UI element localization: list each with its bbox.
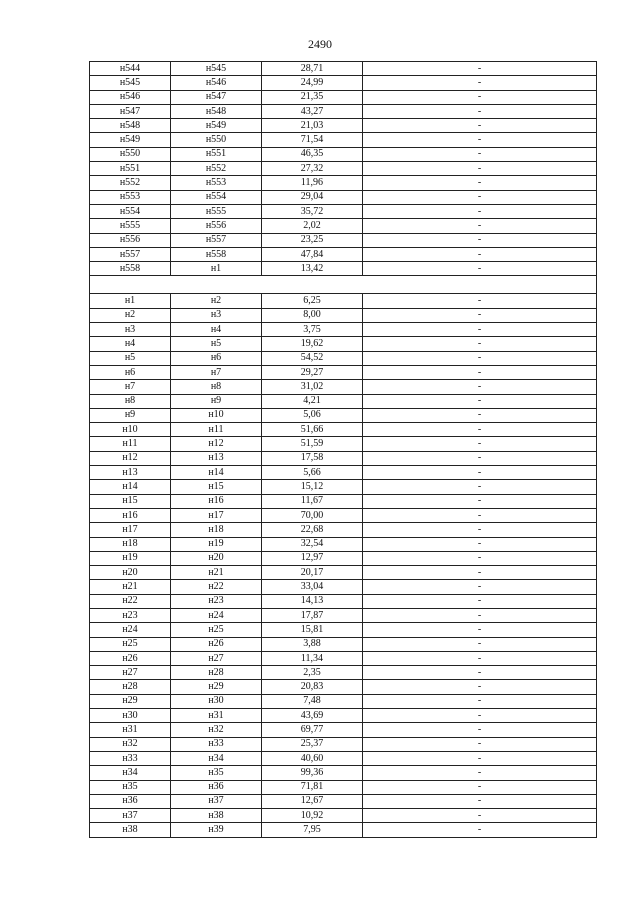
point-from-cell: н38 [90, 823, 171, 837]
point-to-cell: н4 [171, 323, 262, 337]
table-body [90, 62, 597, 838]
point-from-cell: н16 [90, 508, 171, 522]
note-cell: - [363, 651, 597, 665]
point-from-cell: н5 [90, 351, 171, 365]
point-from-cell: н10 [90, 423, 171, 437]
note-cell: - [363, 523, 597, 537]
length-cell: 32,54 [262, 537, 363, 551]
point-from-cell: н13 [90, 466, 171, 480]
point-to-cell: н9 [171, 394, 262, 408]
table-row [90, 494, 597, 508]
note-cell: - [363, 262, 597, 276]
point-to-cell: н15 [171, 480, 262, 494]
point-from-cell: н26 [90, 651, 171, 665]
point-to-cell: н20 [171, 551, 262, 565]
note-cell: - [363, 204, 597, 218]
point-to-cell: н28 [171, 666, 262, 680]
point-from-cell: н3 [90, 323, 171, 337]
point-to-cell: н1 [171, 262, 262, 276]
point-to-cell: н22 [171, 580, 262, 594]
point-to-cell: н31 [171, 709, 262, 723]
point-to-cell: н545 [171, 62, 262, 76]
note-cell: - [363, 294, 597, 308]
length-cell: 35,72 [262, 204, 363, 218]
note-cell: - [363, 737, 597, 751]
point-from-cell: н34 [90, 766, 171, 780]
point-from-cell: н1 [90, 294, 171, 308]
point-from-cell: н9 [90, 408, 171, 422]
point-to-cell: н548 [171, 104, 262, 118]
length-cell: 2,02 [262, 219, 363, 233]
length-cell: 19,62 [262, 337, 363, 351]
point-to-cell: н7 [171, 365, 262, 379]
point-from-cell: н30 [90, 709, 171, 723]
note-cell: - [363, 62, 597, 76]
length-cell: 3,75 [262, 323, 363, 337]
note-cell: - [363, 666, 597, 680]
length-cell: 14,13 [262, 594, 363, 608]
note-cell: - [363, 466, 597, 480]
point-from-cell: н2 [90, 308, 171, 322]
table-row [90, 394, 597, 408]
point-from-cell: н22 [90, 594, 171, 608]
point-to-cell: н554 [171, 190, 262, 204]
note-cell: - [363, 247, 597, 261]
note-cell: - [363, 76, 597, 90]
note-cell: - [363, 723, 597, 737]
length-cell: 21,03 [262, 119, 363, 133]
table-row [90, 162, 597, 176]
table-row [90, 580, 597, 594]
length-cell: 20,17 [262, 566, 363, 580]
point-from-cell: н548 [90, 119, 171, 133]
note-cell: - [363, 537, 597, 551]
length-cell: 99,36 [262, 766, 363, 780]
length-cell: 6,25 [262, 294, 363, 308]
point-to-cell: н550 [171, 133, 262, 147]
point-from-cell: н33 [90, 751, 171, 765]
point-from-cell: н17 [90, 523, 171, 537]
note-cell: - [363, 176, 597, 190]
point-to-cell: н555 [171, 204, 262, 218]
table-row [90, 680, 597, 694]
page-number: 2490 [308, 37, 332, 51]
table-row [90, 694, 597, 708]
note-cell: - [363, 365, 597, 379]
length-cell: 17,58 [262, 451, 363, 465]
length-cell: 4,21 [262, 394, 363, 408]
table-row [90, 294, 597, 308]
note-cell: - [363, 90, 597, 104]
point-to-cell: н33 [171, 737, 262, 751]
table-row [90, 651, 597, 665]
point-to-cell: н552 [171, 162, 262, 176]
length-cell: 11,34 [262, 651, 363, 665]
point-from-cell: н558 [90, 262, 171, 276]
table-row [90, 766, 597, 780]
note-cell: - [363, 133, 597, 147]
point-to-cell: н551 [171, 147, 262, 161]
length-cell: 23,25 [262, 233, 363, 247]
table-row [90, 551, 597, 565]
table-row [90, 247, 597, 261]
point-from-cell: н20 [90, 566, 171, 580]
table-row [90, 566, 597, 580]
point-to-cell: н557 [171, 233, 262, 247]
point-from-cell: н545 [90, 76, 171, 90]
point-to-cell: н6 [171, 351, 262, 365]
length-cell: 47,84 [262, 247, 363, 261]
length-cell: 3,88 [262, 637, 363, 651]
point-from-cell: н12 [90, 451, 171, 465]
length-cell: 46,35 [262, 147, 363, 161]
note-cell: - [363, 780, 597, 794]
point-from-cell: н28 [90, 680, 171, 694]
length-cell: 27,32 [262, 162, 363, 176]
point-to-cell: н546 [171, 76, 262, 90]
note-cell: - [363, 623, 597, 637]
point-to-cell: н35 [171, 766, 262, 780]
point-to-cell: н34 [171, 751, 262, 765]
table-row [90, 351, 597, 365]
length-cell: 17,87 [262, 608, 363, 622]
table-row [90, 219, 597, 233]
point-from-cell: н31 [90, 723, 171, 737]
length-cell: 71,54 [262, 133, 363, 147]
point-from-cell: н25 [90, 637, 171, 651]
point-from-cell: н550 [90, 147, 171, 161]
point-to-cell: н547 [171, 90, 262, 104]
point-to-cell: н17 [171, 508, 262, 522]
table-row [90, 794, 597, 808]
point-from-cell: н7 [90, 380, 171, 394]
table-row [90, 480, 597, 494]
table-row [90, 466, 597, 480]
table-row [90, 437, 597, 451]
note-cell: - [363, 423, 597, 437]
point-to-cell: н24 [171, 608, 262, 622]
length-cell: 12,97 [262, 551, 363, 565]
point-from-cell: н15 [90, 494, 171, 508]
point-to-cell: н26 [171, 637, 262, 651]
note-cell: - [363, 337, 597, 351]
length-cell: 11,67 [262, 494, 363, 508]
point-from-cell: н8 [90, 394, 171, 408]
table-row [90, 176, 597, 190]
point-from-cell: н553 [90, 190, 171, 204]
length-cell: 7,48 [262, 694, 363, 708]
note-cell: - [363, 594, 597, 608]
point-to-cell: н23 [171, 594, 262, 608]
table-row [90, 147, 597, 161]
table-row [90, 119, 597, 133]
point-from-cell: н36 [90, 794, 171, 808]
note-cell: - [363, 766, 597, 780]
point-from-cell: н557 [90, 247, 171, 261]
note-cell: - [363, 162, 597, 176]
point-from-cell: н555 [90, 219, 171, 233]
point-to-cell: н3 [171, 308, 262, 322]
point-from-cell: н4 [90, 337, 171, 351]
point-to-cell: н13 [171, 451, 262, 465]
note-cell: - [363, 508, 597, 522]
point-from-cell: н37 [90, 809, 171, 823]
table-row [90, 323, 597, 337]
length-cell: 24,99 [262, 76, 363, 90]
note-cell: - [363, 823, 597, 837]
point-to-cell: н558 [171, 247, 262, 261]
point-from-cell: н551 [90, 162, 171, 176]
point-to-cell: н8 [171, 380, 262, 394]
length-cell: 2,35 [262, 666, 363, 680]
point-to-cell: н39 [171, 823, 262, 837]
point-from-cell: н556 [90, 233, 171, 247]
length-cell: 10,92 [262, 809, 363, 823]
note-cell: - [363, 408, 597, 422]
point-to-cell: н12 [171, 437, 262, 451]
point-to-cell: н10 [171, 408, 262, 422]
length-cell: 69,77 [262, 723, 363, 737]
table-row [90, 709, 597, 723]
point-to-cell: н14 [171, 466, 262, 480]
point-from-cell: н547 [90, 104, 171, 118]
length-cell: 29,04 [262, 190, 363, 204]
table-row [90, 823, 597, 837]
boundary-points-table [89, 61, 597, 838]
point-to-cell: н2 [171, 294, 262, 308]
note-cell: - [363, 190, 597, 204]
note-cell: - [363, 480, 597, 494]
table-row [90, 380, 597, 394]
note-cell: - [363, 380, 597, 394]
note-cell: - [363, 308, 597, 322]
point-to-cell: н18 [171, 523, 262, 537]
table-row [90, 90, 597, 104]
table-row [90, 233, 597, 247]
table-row [90, 337, 597, 351]
table-row [90, 723, 597, 737]
note-cell: - [363, 451, 597, 465]
table-row [90, 190, 597, 204]
length-cell: 70,00 [262, 508, 363, 522]
note-cell: - [363, 580, 597, 594]
table-row [90, 451, 597, 465]
note-cell: - [363, 233, 597, 247]
note-cell: - [363, 694, 597, 708]
table-row [90, 204, 597, 218]
table-row [90, 751, 597, 765]
note-cell: - [363, 794, 597, 808]
note-cell: - [363, 751, 597, 765]
point-from-cell: н11 [90, 437, 171, 451]
point-to-cell: н30 [171, 694, 262, 708]
length-cell: 29,27 [262, 365, 363, 379]
point-from-cell: н18 [90, 537, 171, 551]
point-from-cell: н27 [90, 666, 171, 680]
note-cell: - [363, 709, 597, 723]
length-cell: 8,00 [262, 308, 363, 322]
table-row [90, 262, 597, 276]
note-cell: - [363, 494, 597, 508]
point-from-cell: н24 [90, 623, 171, 637]
table-row [90, 523, 597, 537]
note-cell: - [363, 147, 597, 161]
point-to-cell: н27 [171, 651, 262, 665]
note-cell: - [363, 323, 597, 337]
length-cell: 15,12 [262, 480, 363, 494]
length-cell: 21,35 [262, 90, 363, 104]
note-cell: - [363, 119, 597, 133]
point-to-cell: н32 [171, 723, 262, 737]
point-to-cell: н29 [171, 680, 262, 694]
point-from-cell: н544 [90, 62, 171, 76]
point-from-cell: н29 [90, 694, 171, 708]
length-cell: 20,83 [262, 680, 363, 694]
length-cell: 13,42 [262, 262, 363, 276]
point-from-cell: н14 [90, 480, 171, 494]
note-cell: - [363, 437, 597, 451]
point-from-cell: н21 [90, 580, 171, 594]
length-cell: 33,04 [262, 580, 363, 594]
note-cell: - [363, 637, 597, 651]
point-to-cell: н25 [171, 623, 262, 637]
point-to-cell: н5 [171, 337, 262, 351]
table-row [90, 737, 597, 751]
point-from-cell: н23 [90, 608, 171, 622]
length-cell: 31,02 [262, 380, 363, 394]
table-row [90, 637, 597, 651]
length-cell: 71,81 [262, 780, 363, 794]
point-from-cell: н19 [90, 551, 171, 565]
table-row [90, 508, 597, 522]
length-cell: 11,96 [262, 176, 363, 190]
point-to-cell: н36 [171, 780, 262, 794]
table-row [90, 76, 597, 90]
note-cell: - [363, 351, 597, 365]
point-from-cell: н546 [90, 90, 171, 104]
point-to-cell: н38 [171, 809, 262, 823]
point-to-cell: н19 [171, 537, 262, 551]
table-row [90, 408, 597, 422]
table-row [90, 780, 597, 794]
length-cell: 54,52 [262, 351, 363, 365]
point-from-cell: н549 [90, 133, 171, 147]
length-cell: 40,60 [262, 751, 363, 765]
length-cell: 5,66 [262, 466, 363, 480]
note-cell: - [363, 551, 597, 565]
length-cell: 28,71 [262, 62, 363, 76]
table-row [90, 62, 597, 76]
point-from-cell: н32 [90, 737, 171, 751]
note-cell: - [363, 608, 597, 622]
table-row [90, 365, 597, 379]
table-row [90, 423, 597, 437]
point-from-cell: н6 [90, 365, 171, 379]
table-row [90, 308, 597, 322]
note-cell: - [363, 104, 597, 118]
note-cell: - [363, 680, 597, 694]
length-cell: 43,69 [262, 709, 363, 723]
length-cell: 43,27 [262, 104, 363, 118]
point-from-cell: н35 [90, 780, 171, 794]
point-to-cell: н11 [171, 423, 262, 437]
length-cell: 15,81 [262, 623, 363, 637]
point-to-cell: н549 [171, 119, 262, 133]
point-to-cell: н37 [171, 794, 262, 808]
table-row [90, 537, 597, 551]
point-to-cell: н556 [171, 219, 262, 233]
length-cell: 12,67 [262, 794, 363, 808]
separator-cell [90, 276, 597, 294]
length-cell: 22,68 [262, 523, 363, 537]
note-cell: - [363, 566, 597, 580]
length-cell: 25,37 [262, 737, 363, 751]
length-cell: 51,59 [262, 437, 363, 451]
point-to-cell: н553 [171, 176, 262, 190]
note-cell: - [363, 809, 597, 823]
table-row [90, 133, 597, 147]
point-from-cell: н552 [90, 176, 171, 190]
length-cell: 7,95 [262, 823, 363, 837]
section-separator-row [90, 276, 597, 294]
table-row [90, 104, 597, 118]
point-to-cell: н21 [171, 566, 262, 580]
table-row [90, 623, 597, 637]
point-from-cell: н554 [90, 204, 171, 218]
note-cell: - [363, 394, 597, 408]
table-row [90, 608, 597, 622]
length-cell: 5,06 [262, 408, 363, 422]
note-cell: - [363, 219, 597, 233]
table-row [90, 594, 597, 608]
table-row [90, 809, 597, 823]
length-cell: 51,66 [262, 423, 363, 437]
point-to-cell: н16 [171, 494, 262, 508]
table-row [90, 666, 597, 680]
